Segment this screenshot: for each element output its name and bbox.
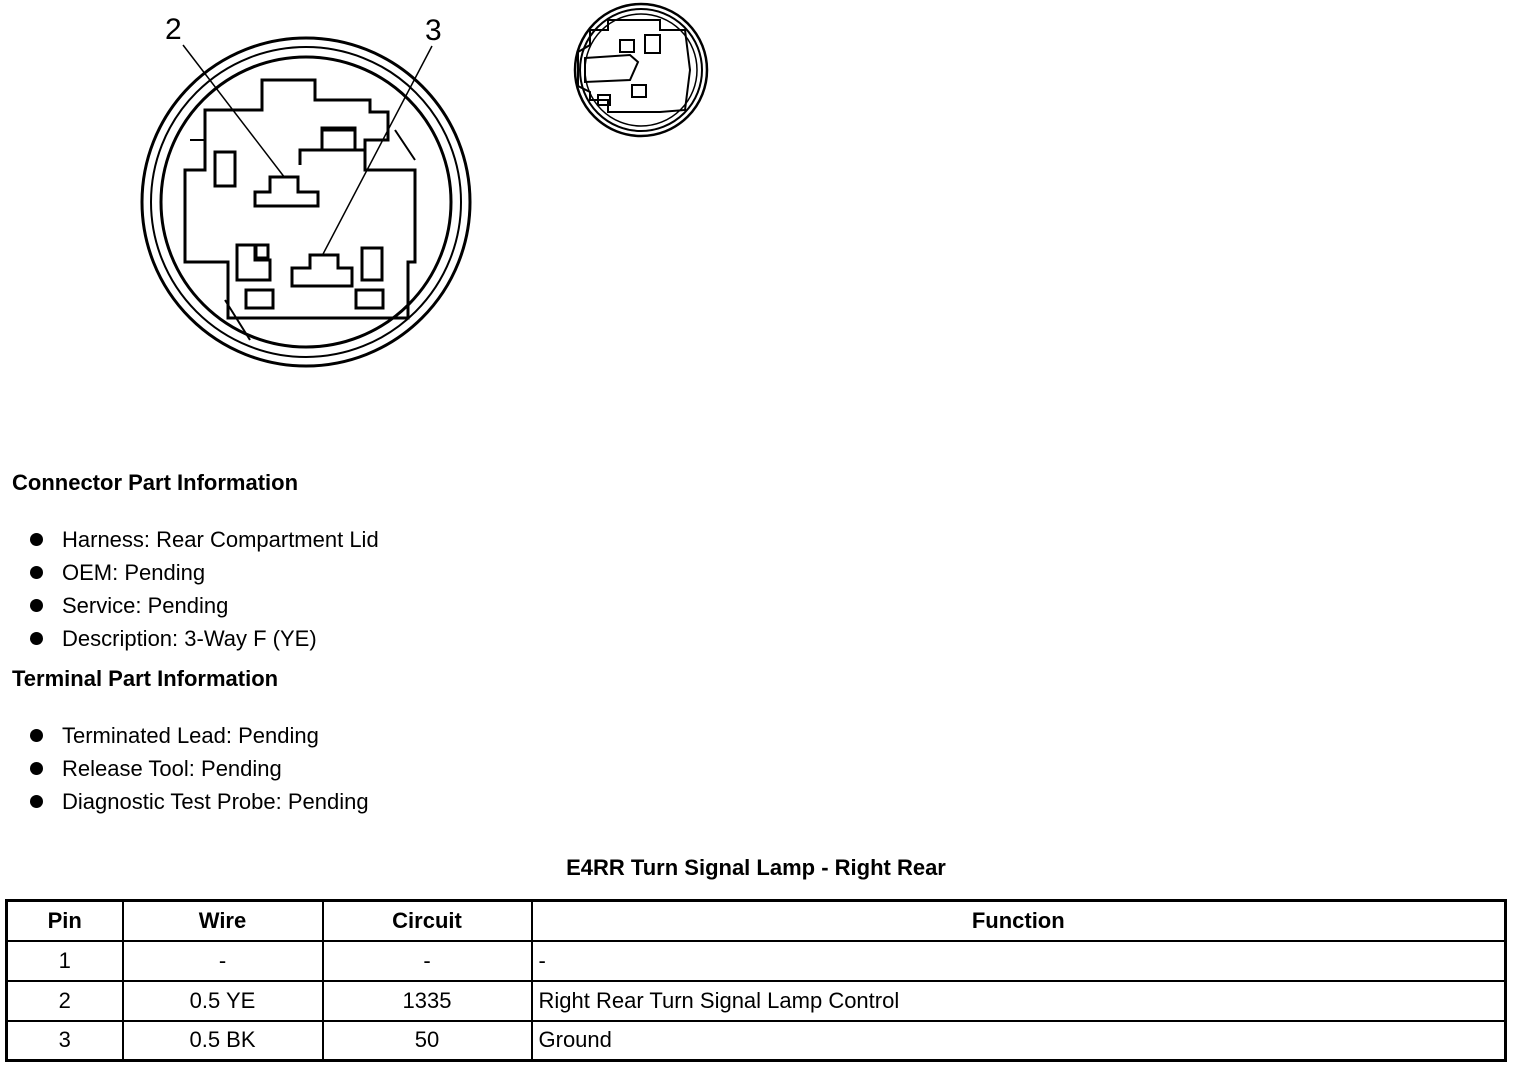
list-item <box>28 523 379 556</box>
cell-function: Ground <box>532 1021 1506 1061</box>
bullet-icon <box>30 762 43 775</box>
bullet-icon <box>30 533 43 546</box>
release-tool-text: Release Tool: Pending <box>62 756 282 781</box>
service-text: Service: Pending <box>62 593 229 618</box>
connector-face-diagram <box>130 10 490 380</box>
cell-pin: 1 <box>7 941 123 981</box>
harness-text: Harness: Rear Compartment Lid <box>62 527 379 552</box>
header-wire: Wire <box>123 901 323 941</box>
callout-label-3: 3 <box>425 14 442 47</box>
cell-wire: 0.5 YE <box>123 981 323 1021</box>
description-text: Description: 3-Way F (YE) <box>62 626 317 651</box>
list-item <box>28 556 379 589</box>
list-item <box>28 785 369 818</box>
cell-wire: - <box>123 941 323 981</box>
cell-wire: 0.5 BK <box>123 1021 323 1061</box>
list-item <box>28 589 379 622</box>
cell-function: - <box>532 941 1506 981</box>
connector-part-info-list <box>28 523 379 655</box>
header-circuit: Circuit <box>323 901 532 941</box>
list-item <box>28 719 369 752</box>
list-item <box>28 622 379 655</box>
header-pin: Pin <box>7 901 123 941</box>
terminal-part-info-heading: Terminal Part Information <box>12 666 279 691</box>
connector-part-info-heading: Connector Part Information <box>12 470 299 495</box>
table-header-row <box>7 901 1506 941</box>
connector-locator-diagram <box>568 0 718 140</box>
cell-pin: 2 <box>7 981 123 1021</box>
cell-circuit: 50 <box>323 1021 532 1061</box>
bullet-icon <box>30 632 43 645</box>
oem-text: OEM: Pending <box>62 560 206 585</box>
cell-circuit: 1335 <box>323 981 532 1021</box>
table-row <box>7 1021 1506 1061</box>
cell-circuit: - <box>323 941 532 981</box>
bullet-icon <box>30 599 43 612</box>
bullet-icon <box>30 795 43 808</box>
bullet-icon <box>30 566 43 579</box>
terminated-lead-text: Terminated Lead: Pending <box>62 723 319 748</box>
cell-function: Right Rear Turn Signal Lamp Control <box>532 981 1506 1021</box>
terminal-part-info-list <box>28 719 369 818</box>
list-item <box>28 752 369 785</box>
cell-pin: 3 <box>7 1021 123 1061</box>
pinout-table <box>5 899 1507 1062</box>
bullet-icon <box>30 729 43 742</box>
table-row <box>7 981 1506 1021</box>
table-title: E4RR Turn Signal Lamp - Right Rear <box>566 855 946 880</box>
callout-label-2: 2 <box>165 13 182 46</box>
table-row <box>7 941 1506 981</box>
test-probe-text: Diagnostic Test Probe: Pending <box>62 789 369 814</box>
header-function: Function <box>532 901 1506 941</box>
